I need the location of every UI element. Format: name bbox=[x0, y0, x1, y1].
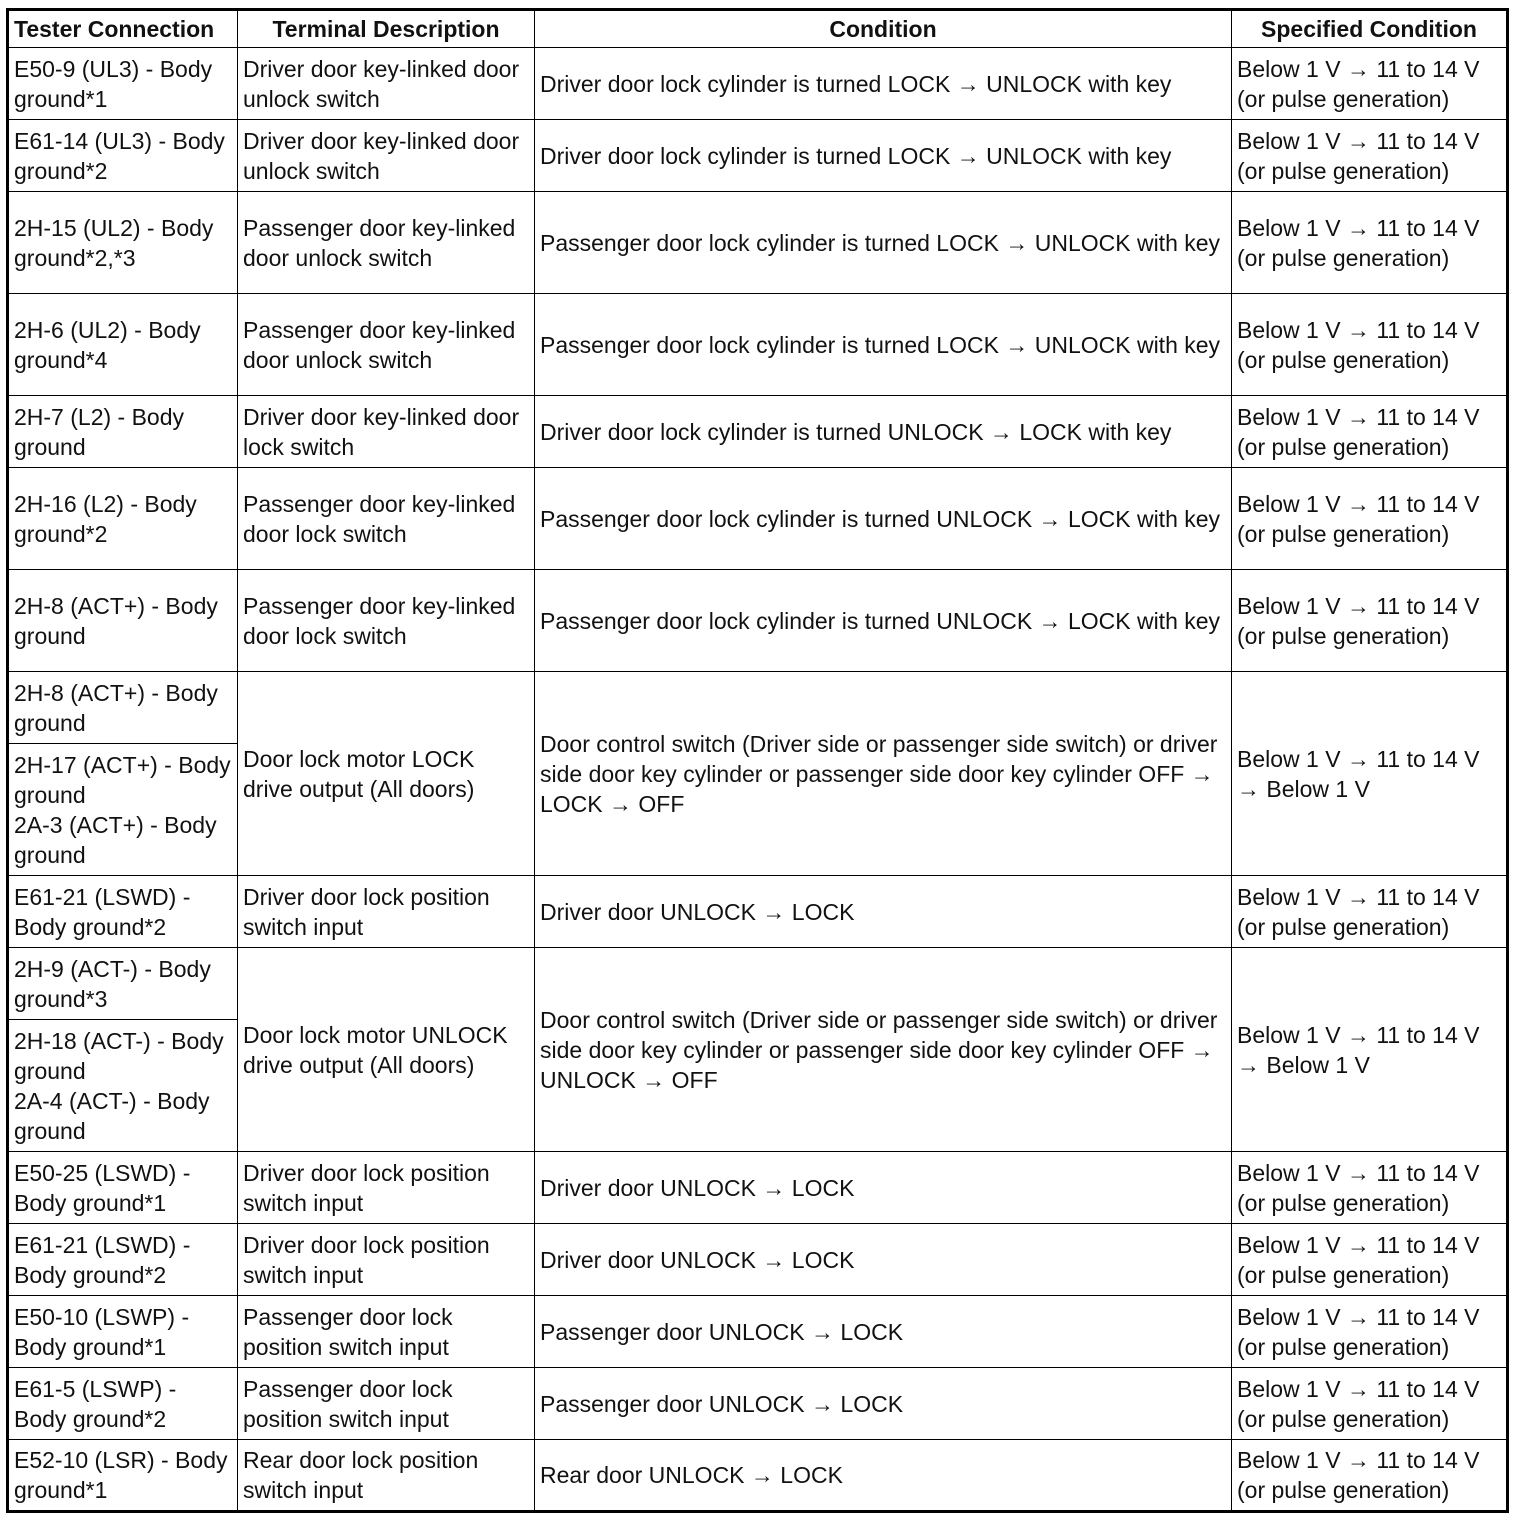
specified-condition-cell: Below 1 V → 11 to 14 V → Below 1 V bbox=[1232, 672, 1508, 876]
tester-connection-cell: 2H-6 (UL2) - Body ground*4 bbox=[8, 294, 238, 396]
table-row bbox=[8, 1152, 1508, 1224]
tester-connection-cell: 2H-8 (ACT+) - Body ground bbox=[8, 672, 238, 744]
tester-connection-cell: E61-5 (LSWP) - Body ground*2 bbox=[8, 1368, 238, 1440]
table-row bbox=[8, 468, 1508, 570]
tester-connection-cell: E61-14 (UL3) - Body ground*2 bbox=[8, 120, 238, 192]
tester-connection-cell: 2H-15 (UL2) - Body ground*2,*3 bbox=[8, 192, 238, 294]
condition-cell: Driver door UNLOCK → LOCK bbox=[535, 1152, 1232, 1224]
specified-condition-cell: Below 1 V → 11 to 14 V (or pulse generation) bbox=[1232, 1368, 1508, 1440]
tester-connection-cell: 2H-7 (L2) - Body ground bbox=[8, 396, 238, 468]
tester-connection-line: 2A-4 (ACT-) - Body ground bbox=[14, 1087, 210, 1144]
table-row bbox=[8, 570, 1508, 672]
table-row bbox=[8, 120, 1508, 192]
tester-connection-cell: 2H-16 (L2) - Body ground*2 bbox=[8, 468, 238, 570]
terminal-description-cell: Passenger door key-linked door unlock switch bbox=[238, 192, 535, 294]
specified-condition-cell: Below 1 V → 11 to 14 V (or pulse generation) bbox=[1232, 120, 1508, 192]
table-row bbox=[8, 876, 1508, 948]
terminal-spec-table bbox=[6, 8, 1509, 1513]
terminal-description-cell: Driver door lock position switch input bbox=[238, 1152, 535, 1224]
table-row bbox=[8, 294, 1508, 396]
specified-condition-cell: Below 1 V → 11 to 14 V (or pulse generation) bbox=[1232, 1440, 1508, 1512]
condition-cell: Driver door UNLOCK → LOCK bbox=[535, 876, 1232, 948]
specified-condition-cell: Below 1 V → 11 to 14 V (or pulse generation) bbox=[1232, 396, 1508, 468]
table-row bbox=[8, 948, 1508, 1020]
tester-connection-cell: E50-25 (LSWD) - Body ground*1 bbox=[8, 1152, 238, 1224]
specified-condition-cell: Below 1 V → 11 to 14 V → Below 1 V bbox=[1232, 948, 1508, 1152]
terminal-description-cell: Rear door lock position switch input bbox=[238, 1440, 535, 1512]
specified-condition-cell: Below 1 V → 11 to 14 V (or pulse generation) bbox=[1232, 468, 1508, 570]
specified-condition-cell: Below 1 V → 11 to 14 V (or pulse generation) bbox=[1232, 192, 1508, 294]
table-row bbox=[8, 48, 1508, 120]
header-condition: Condition bbox=[535, 10, 1232, 48]
terminal-description-cell: Driver door key-linked door lock switch bbox=[238, 396, 535, 468]
condition-cell: Driver door lock cylinder is turned LOCK → UNLOCK with key bbox=[535, 48, 1232, 120]
terminal-description-cell: Driver door lock position switch input bbox=[238, 876, 535, 948]
terminal-description-cell: Driver door key-linked door unlock switch bbox=[238, 48, 535, 120]
terminal-description-cell: Driver door lock position switch input bbox=[238, 1224, 535, 1296]
specified-condition-cell: Below 1 V → 11 to 14 V (or pulse generation) bbox=[1232, 1152, 1508, 1224]
table-row bbox=[8, 1440, 1508, 1512]
header-tester-connection: Tester Connection bbox=[8, 10, 238, 48]
terminal-description-cell: Passenger door key-linked door lock switch bbox=[238, 570, 535, 672]
terminal-description-cell: Door lock motor UNLOCK drive output (All doors) bbox=[238, 948, 535, 1152]
tester-connection-line: 2A-3 (ACT+) - Body ground bbox=[14, 811, 217, 868]
header-row bbox=[8, 10, 1508, 48]
condition-cell: Passenger door UNLOCK → LOCK bbox=[535, 1296, 1232, 1368]
terminal-description-cell: Door lock motor LOCK drive output (All doors) bbox=[238, 672, 535, 876]
tester-connection-line: 2H-18 (ACT-) - Body ground bbox=[14, 1027, 224, 1084]
condition-cell: Passenger door lock cylinder is turned UNLOCK → LOCK with key bbox=[535, 570, 1232, 672]
condition-cell: Passenger door UNLOCK → LOCK bbox=[535, 1368, 1232, 1440]
condition-cell: Passenger door lock cylinder is turned UNLOCK → LOCK with key bbox=[535, 468, 1232, 570]
condition-cell: Driver door UNLOCK → LOCK bbox=[535, 1224, 1232, 1296]
terminal-description-cell: Passenger door key-linked door unlock switch bbox=[238, 294, 535, 396]
specified-condition-cell: Below 1 V → 11 to 14 V (or pulse generation) bbox=[1232, 1224, 1508, 1296]
condition-cell: Driver door lock cylinder is turned LOCK → UNLOCK with key bbox=[535, 120, 1232, 192]
table-row bbox=[8, 1224, 1508, 1296]
tester-connection-cell: E61-21 (LSWD) - Body ground*2 bbox=[8, 876, 238, 948]
condition-cell: Rear door UNLOCK → LOCK bbox=[535, 1440, 1232, 1512]
tester-connection-cell: 2H-9 (ACT-) - Body ground*3 bbox=[8, 948, 238, 1020]
tester-connection-cell bbox=[8, 1020, 238, 1152]
tester-connection-cell bbox=[8, 744, 238, 876]
tester-connection-cell: E50-9 (UL3) - Body ground*1 bbox=[8, 48, 238, 120]
tester-connection-cell: 2H-8 (ACT+) - Body ground bbox=[8, 570, 238, 672]
specified-condition-cell: Below 1 V → 11 to 14 V (or pulse generation) bbox=[1232, 876, 1508, 948]
header-specified-condition: Specified Condition bbox=[1232, 10, 1508, 48]
condition-cell: Door control switch (Driver side or passenger side switch) or driver side door key cylinder or passenger side door key cylinder OFF → UNLOCK → OFF bbox=[535, 948, 1232, 1152]
terminal-description-cell: Passenger door lock position switch input bbox=[238, 1296, 535, 1368]
tester-connection-cell: E52-10 (LSR) - Body ground*1 bbox=[8, 1440, 238, 1512]
table-row bbox=[8, 1296, 1508, 1368]
condition-cell: Door control switch (Driver side or passenger side switch) or driver side door key cylinder or passenger side door key cylinder OFF → LOCK → OFF bbox=[535, 672, 1232, 876]
condition-cell: Driver door lock cylinder is turned UNLOCK → LOCK with key bbox=[535, 396, 1232, 468]
table-row bbox=[8, 1368, 1508, 1440]
specified-condition-cell: Below 1 V → 11 to 14 V (or pulse generation) bbox=[1232, 570, 1508, 672]
condition-cell: Passenger door lock cylinder is turned LOCK → UNLOCK with key bbox=[535, 294, 1232, 396]
header-terminal-description: Terminal Description bbox=[238, 10, 535, 48]
spec-table-container bbox=[6, 8, 1509, 1513]
specified-condition-cell: Below 1 V → 11 to 14 V (or pulse generation) bbox=[1232, 48, 1508, 120]
table-row bbox=[8, 396, 1508, 468]
specified-condition-cell: Below 1 V → 11 to 14 V (or pulse generation) bbox=[1232, 1296, 1508, 1368]
specified-condition-cell: Below 1 V → 11 to 14 V (or pulse generation) bbox=[1232, 294, 1508, 396]
table-row bbox=[8, 192, 1508, 294]
terminal-description-cell: Driver door key-linked door unlock switch bbox=[238, 120, 535, 192]
tester-connection-line: 2H-17 (ACT+) - Body ground bbox=[14, 751, 231, 808]
terminal-description-cell: Passenger door lock position switch input bbox=[238, 1368, 535, 1440]
condition-cell: Passenger door lock cylinder is turned LOCK → UNLOCK with key bbox=[535, 192, 1232, 294]
table-row bbox=[8, 672, 1508, 744]
tester-connection-cell: E61-21 (LSWD) - Body ground*2 bbox=[8, 1224, 238, 1296]
tester-connection-cell: E50-10 (LSWP) - Body ground*1 bbox=[8, 1296, 238, 1368]
terminal-description-cell: Passenger door key-linked door lock switch bbox=[238, 468, 535, 570]
